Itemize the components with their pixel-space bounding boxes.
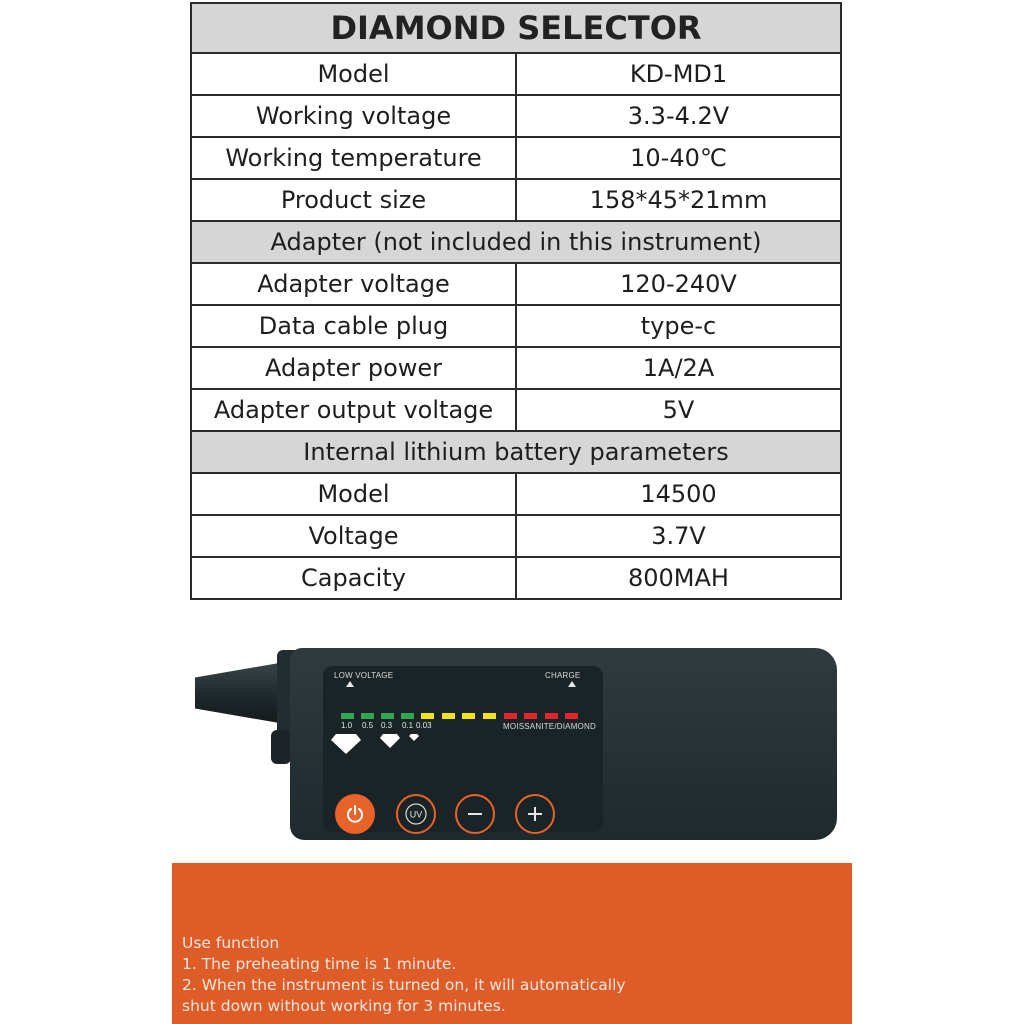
table-row <box>191 179 841 221</box>
usage-line: 1. The preheating time is 1 minute. <box>182 955 457 973</box>
section-header-adapter: Adapter (not included in this instrument) <box>191 221 841 263</box>
tick-label: 0.03 <box>416 721 432 730</box>
row-value: 14500 <box>516 473 841 515</box>
table-row <box>191 515 841 557</box>
minus-button[interactable] <box>455 794 495 834</box>
minus-icon <box>465 804 485 824</box>
led-green <box>361 713 374 719</box>
led-yellow <box>483 713 496 719</box>
led-red <box>545 713 558 719</box>
charge-arrow-icon <box>568 681 576 687</box>
row-value: 1A/2A <box>516 347 841 389</box>
tick-label: 0.5 <box>362 721 374 730</box>
led-green <box>341 713 354 719</box>
table-title: DIAMOND SELECTOR <box>191 3 841 53</box>
charge-label: CHARGE <box>545 671 581 680</box>
row-value: 3.3-4.2V <box>516 95 841 137</box>
row-label: Data cable plug <box>191 305 516 347</box>
table-row <box>191 347 841 389</box>
table-row <box>191 137 841 179</box>
led-yellow <box>421 713 434 719</box>
table-row <box>191 389 841 431</box>
table-row <box>191 53 841 95</box>
usage-heading: Use function <box>182 934 280 952</box>
table-row <box>191 473 841 515</box>
usage-line: shut down without working for 3 minutes. <box>182 997 506 1015</box>
row-value: KD-MD1 <box>516 53 841 95</box>
control-panel <box>323 666 603 832</box>
spec-table <box>190 2 842 600</box>
led-green <box>401 713 414 719</box>
moissanite-diamond-label: MOISSANITE/DIAMOND <box>503 722 596 731</box>
plus-button[interactable] <box>515 794 555 834</box>
large-diamond-icon <box>331 734 361 754</box>
diamond-tester-device <box>195 640 840 840</box>
pen-clip <box>271 730 291 764</box>
row-label: Capacity <box>191 557 516 599</box>
medium-diamond-icon <box>380 734 400 748</box>
table-row <box>191 305 841 347</box>
low-voltage-label: LOW VOLTAGE <box>334 671 394 680</box>
uv-button[interactable] <box>396 794 436 834</box>
section-header-battery: Internal lithium battery parameters <box>191 431 841 473</box>
row-value: 158*45*21mm <box>516 179 841 221</box>
usage-text <box>182 933 626 1017</box>
tick-label: 0.1 <box>402 721 414 730</box>
row-label: Adapter voltage <box>191 263 516 305</box>
probe-tip <box>195 662 285 724</box>
led-yellow <box>442 713 455 719</box>
row-label: Model <box>191 473 516 515</box>
row-label: Working temperature <box>191 137 516 179</box>
usage-banner <box>172 863 852 1024</box>
usage-line: 2. When the instrument is turned on, it will automatically <box>182 976 626 994</box>
row-label: Voltage <box>191 515 516 557</box>
low-voltage-arrow-icon <box>346 681 354 687</box>
led-red <box>524 713 537 719</box>
row-value: 120-240V <box>516 263 841 305</box>
row-value: type-c <box>516 305 841 347</box>
table-row <box>191 557 841 599</box>
led-green <box>381 713 394 719</box>
table-row <box>191 95 841 137</box>
row-label: Working voltage <box>191 95 516 137</box>
plus-icon <box>525 804 545 824</box>
row-label: Product size <box>191 179 516 221</box>
uv-icon <box>404 802 428 826</box>
power-button[interactable] <box>335 794 375 834</box>
uv-label: UV <box>409 809 423 820</box>
led-yellow <box>462 713 475 719</box>
tick-label: 1.0 <box>341 721 353 730</box>
row-label: Adapter output voltage <box>191 389 516 431</box>
row-value: 10-40℃ <box>516 137 841 179</box>
row-value: 3.7V <box>516 515 841 557</box>
led-red <box>504 713 517 719</box>
row-value: 800MAH <box>516 557 841 599</box>
table-row <box>191 263 841 305</box>
led-red <box>565 713 578 719</box>
row-label: Adapter power <box>191 347 516 389</box>
power-icon <box>345 804 365 824</box>
row-value: 5V <box>516 389 841 431</box>
row-label: Model <box>191 53 516 95</box>
tick-label: 0.3 <box>381 721 393 730</box>
small-diamond-icon <box>409 734 419 741</box>
